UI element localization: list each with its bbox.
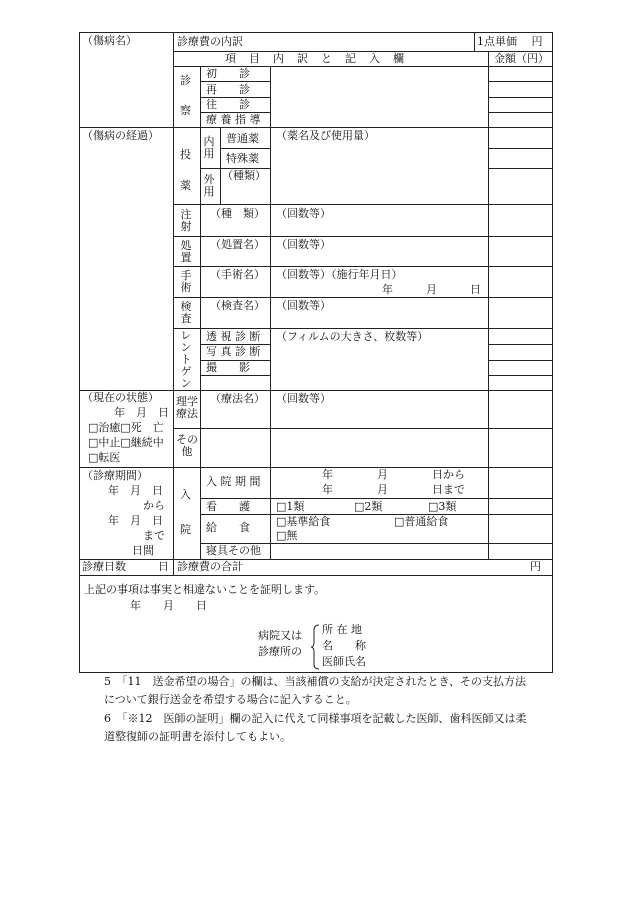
nyuin-label-1: 入: [180, 488, 191, 501]
disease-name-label: （傷病名）: [82, 34, 137, 47]
chusha-label: 注射: [180, 208, 192, 233]
note-6-line-1: 6 「※12 医師の証明」欄の記入に代えて同様事項を記載した医師、歯科医師又は柔: [104, 712, 527, 725]
shingu-label: 寝具その他: [206, 544, 261, 557]
name-label: 名 称: [322, 639, 366, 652]
kensa-label: 検査: [180, 300, 192, 325]
futsuyaku-label: 普通薬: [226, 132, 259, 145]
period-to-date: 年 月 日: [108, 514, 163, 527]
address-label: 所 在 地: [322, 623, 362, 636]
total-label: 診療費の合計: [177, 560, 243, 573]
shujutsu-count: （回数等）（施行年月日）: [276, 268, 403, 281]
status-line-2: □中止□継続中: [88, 436, 164, 449]
naifuku-label: 内用: [203, 135, 215, 160]
rigaku-label: 理学療法: [176, 395, 198, 420]
course-label: （傷病の経過）: [82, 129, 159, 142]
gaiyou-label: 外用: [203, 173, 215, 198]
certificate-date: 年 月 日: [130, 599, 207, 612]
shochi-label: 処置: [180, 239, 192, 264]
total-unit: 円: [530, 560, 541, 573]
kango-label: 看 護: [206, 500, 250, 513]
kyushoku-label: 給 食: [206, 521, 250, 534]
visit-days-unit: 日: [158, 560, 169, 573]
fee-breakdown-label: 診療費の内訳: [177, 35, 243, 48]
shinsatsu-row-saishin: 再 診: [206, 83, 250, 96]
xray-row-satsuei: 撮 影: [206, 361, 250, 374]
nyuin-to: 年 月 日まで: [322, 483, 465, 496]
kyushoku-opt-1: □基準給食: [276, 515, 331, 528]
kango-opt-1: □1類: [276, 500, 305, 513]
shujutsu-name: （手術名）: [210, 268, 265, 281]
current-status-label: （現在の状態）: [82, 391, 159, 404]
shinsatsu-row-oushin: 往 診: [206, 98, 250, 111]
status-date: 年 月 日: [114, 406, 169, 419]
shinsatsu-row-shoshin: 初 診: [206, 67, 250, 80]
nyuin-from: 年 月 日から: [322, 468, 465, 481]
note-5-line-2: について銀行送金を希望する場合に記入すること。: [104, 693, 357, 706]
kyushoku-opt-3: □無: [276, 529, 298, 542]
shujutsu-date: 年 月 日: [382, 283, 481, 296]
kango-opt-2: □2類: [354, 500, 383, 513]
period-to: まで: [143, 529, 165, 542]
period-from-date: 年 月 日: [108, 484, 163, 497]
touyaku-kind-label: （種類）: [222, 169, 266, 182]
note-5-line-1: 5 「11 送金希望の場合」の欄は、当該補償の支給が決定されたとき、その支払方法: [104, 675, 527, 688]
visit-days-label: 診療日数: [82, 560, 126, 573]
shochi-name: （処置名）: [210, 238, 265, 251]
chusha-count: （回数等）: [276, 207, 331, 220]
kyushoku-opt-2: □普通給食: [394, 515, 449, 528]
shinsatsu-label-2: 察: [180, 104, 191, 117]
xray-row-shashin: 写 真 診 断: [206, 345, 261, 358]
shinsatsu-label-1: 診: [180, 74, 191, 87]
hospital-line-1: 病院又は: [258, 629, 302, 642]
shochi-count: （回数等）: [276, 238, 331, 251]
kango-opt-3: □3類: [428, 500, 457, 513]
xray-row-toushi: 透 視 診 断: [206, 330, 261, 343]
xray-label: レントゲン: [180, 329, 192, 390]
rigaku-name: （療法名）: [210, 392, 265, 405]
items-header: 項 目 内 訳 と 記 入 欄: [225, 52, 405, 65]
shujutsu-label: 手術: [180, 269, 192, 294]
certificate-statement: 上記の事項は事実と相違ないことを証明します。: [84, 583, 326, 596]
nyuin-label-2: 院: [180, 523, 191, 536]
period-from: から: [143, 499, 165, 512]
touyaku-label-2: 薬: [180, 179, 191, 192]
status-line-1: □治癒□死 亡: [88, 421, 164, 434]
drug-usage-label: （薬名及び使用量）: [276, 129, 375, 142]
tokushuyaku-label: 特殊薬: [226, 152, 259, 165]
note-6-line-2: 道整復師の証明書を添付してもよい。: [104, 730, 291, 743]
doctor-label: 医師氏名: [322, 655, 366, 668]
kensa-name: （検査名）: [210, 299, 265, 312]
period-days: 日間: [132, 544, 154, 557]
rigaku-count: （回数等）: [276, 392, 331, 405]
amount-header: 金額（円）: [494, 52, 549, 65]
hospital-line-2: 診療所の: [258, 645, 302, 658]
status-line-3: □転医: [88, 451, 121, 464]
period-label: （診療期間）: [82, 469, 148, 482]
shinsatsu-row-ryouyou: 療 養 指 導: [206, 113, 261, 126]
unit-price-label: 1点単価 円: [477, 35, 543, 48]
xray-film: （フィルムの大きさ、枚数等）: [276, 330, 429, 343]
chusha-kind: （種 類）: [210, 207, 265, 220]
nyuin-period-label: 入 院 期 間: [206, 475, 261, 488]
brace-icon: [311, 624, 321, 670]
sonota-label: その他: [176, 433, 198, 458]
touyaku-label-1: 投: [180, 148, 191, 161]
kensa-count: （回数等）: [276, 299, 331, 312]
